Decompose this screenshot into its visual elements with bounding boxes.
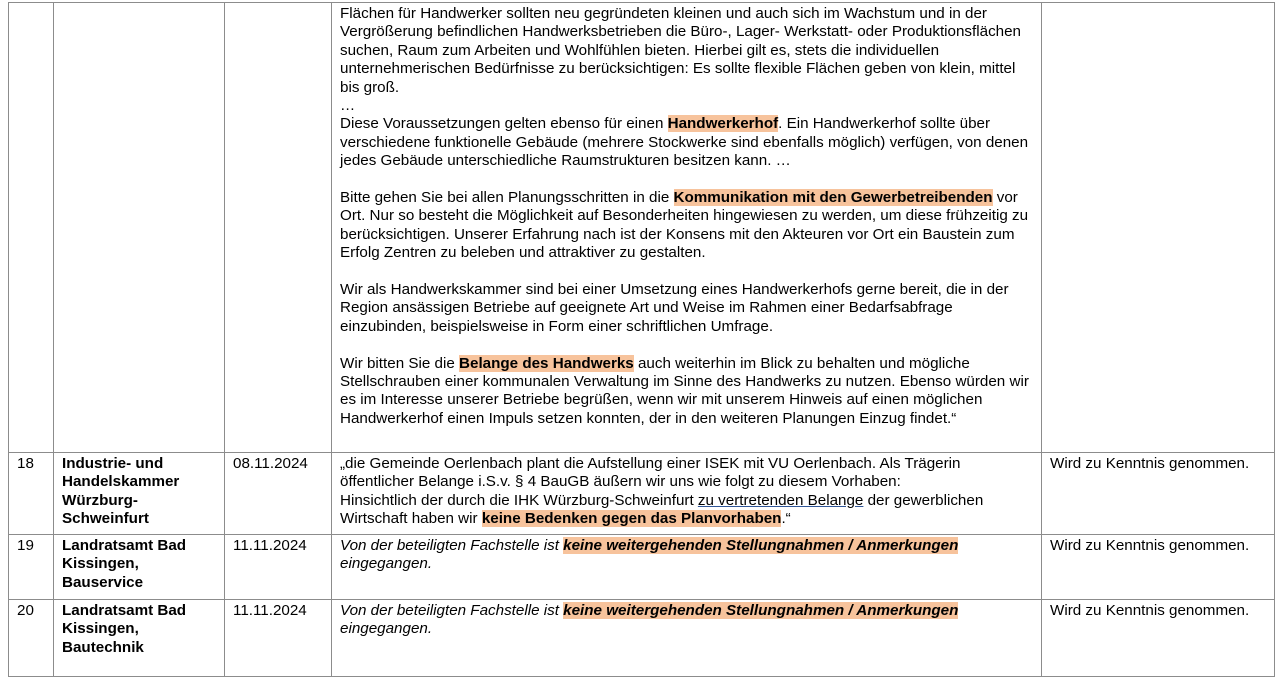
statement-text: der gewerblichen Wirtschaft haben wir <box>340 491 984 528</box>
row-response <box>1042 3 1275 453</box>
statement-paragraph <box>340 5 1033 97</box>
highlighted-phrase: Belange des Handwerks <box>459 354 634 372</box>
row-date: 08.11.2024 <box>225 453 332 535</box>
row-date: 11.11.2024 <box>225 600 332 677</box>
row-statement <box>332 3 1042 453</box>
statement-text: Wir bitten Sie die <box>340 354 460 372</box>
highlighted-phrase: keine weitergehenden Stellungnahmen / Anmerkungen <box>563 537 959 554</box>
statement-text: „die Gemeinde Oerlenbach plant die Aufstellung einer ISEK mit VU Oerlenbach. Als Trägerin öffentlicher Belange i.S.v. § 4 BauGB äußern wir uns wie folgt zu diesem Vorhaben: <box>340 455 961 491</box>
statement-text: eingegangen. <box>340 620 433 638</box>
row-source: Industrie- und Handelskammer Würzburg-Schweinfurt <box>54 453 225 535</box>
statement-text: Wir als Handwerkskammer sind bei einer Umsetzung eines Handwerkerhofs gerne bereit, die in der Region ansässigen Betriebe auf geeignete Art und Weise im Rahmen einer Bedarfsabfrage einzubinden, beispielsweise in Form einer schriftlichen Umfrage. <box>340 281 1009 335</box>
row-source: Landratsamt Bad Kissingen, Bautechnik <box>54 600 225 677</box>
statement-paragraph <box>340 115 1033 170</box>
statement-paragraph <box>340 281 1033 336</box>
statement-text: vor Ort. Nur so besteht die Möglichkeit auf Besonderheiten hingewiesen zu werden, um diese frühzeitig zu berücksichtigen. Unserer Erfahrung nach ist der Konsens mit den Akteuren vor Ort ein Baustein zum Erfolg Zentren zu beleben und attraktiver zu gestalten. <box>340 189 1029 262</box>
statement-text: auch weiterhin im Blick zu behalten und mögliche Stellschrauben einer kommunalen Verwaltung im Sinne des Handwerks zu nutzen. Ebenso würden wir es im Interesse unserer Betriebe begrüßen, wenn wir mit unserem Hinweis auf einen möglichen Handwerkerhof einen Impuls setzen konnten, der in den weiteren Planungen Einzug findet.“ <box>340 354 1029 427</box>
row-date <box>225 3 332 453</box>
statement-text: … <box>340 97 356 115</box>
row-response: Wird zu Kenntnis genommen. <box>1042 453 1275 535</box>
statement-paragraph <box>340 97 1033 115</box>
highlighted-phrase: Handwerkerhof <box>667 115 779 133</box>
statements-table <box>8 2 1275 677</box>
statement-text: Von der beteiligten Fachstelle ist <box>340 602 564 619</box>
highlighted-phrase: Kommunikation mit den Gewerbetreibenden <box>673 189 993 207</box>
row-statement <box>332 453 1042 535</box>
statement-text: Flächen für Handwerker sollten neu gegründeten kleinen und auch sich im Wachstum und in der Vergrößerung befindlichen Handwerksbetrieben die Büro-, Lager- Werkstatt- oder Produktionsflächen suchen, Raum zum Arbeiten und Wohlfühlen bieten. Hierbei gilt es, stets die individuellen unternehmerischen Bedürfnisse zu berücksichtigen: Es sollte flexible Flächen geben von klein, mittel bis groß. <box>340 5 1021 96</box>
highlighted-phrase: keine weitergehenden Stellungnahmen / Anmerkungen <box>563 602 959 619</box>
row-statement <box>332 600 1042 677</box>
row-source <box>54 3 225 453</box>
statement-text: Hinsichtlich der durch die IHK Würzburg-Schweinfurt <box>340 491 698 509</box>
table-row <box>9 600 1275 677</box>
statement-text: Bitte gehen Sie bei allen Planungsschritten in die <box>340 189 674 207</box>
statement-paragraph <box>340 455 1033 492</box>
statement-paragraph <box>340 602 1033 639</box>
statement-text: .“ <box>781 510 791 528</box>
statement-text: Von der beteiligten Fachstelle ist <box>340 537 564 554</box>
row-number: 19 <box>9 535 54 600</box>
statement-paragraph <box>340 492 1033 529</box>
row-number <box>9 3 54 453</box>
table-row <box>9 3 1275 453</box>
statement-paragraph <box>340 355 1033 429</box>
row-number: 18 <box>9 453 54 535</box>
statement-paragraph <box>340 537 1033 574</box>
underlined-phrase: zu vertretenden Belange <box>697 491 864 509</box>
statement-text: Diese Voraussetzungen gelten ebenso für einen <box>340 115 668 133</box>
row-statement <box>332 535 1042 600</box>
highlighted-phrase: keine Bedenken gegen das Planvorhaben <box>481 510 782 528</box>
row-source: Landratsamt Bad Kissingen, Bauservice <box>54 535 225 600</box>
statement-paragraph <box>340 189 1033 263</box>
table-row <box>9 453 1275 535</box>
row-response: Wird zu Kenntnis genommen. <box>1042 535 1275 600</box>
row-date: 11.11.2024 <box>225 535 332 600</box>
row-response: Wird zu Kenntnis genommen. <box>1042 600 1275 677</box>
statement-text: eingegangen. <box>340 555 433 573</box>
row-number: 20 <box>9 600 54 677</box>
statement-text: . Ein Handwerkerhof sollte über verschiedene funktionelle Gebäude (mehrere Stockwerke sind ebenfalls möglich) verfügen, von denen jedes Gebäude unterschiedliche Raumstrukturen besitzen kann. … <box>340 115 1029 170</box>
table-row <box>9 535 1275 600</box>
